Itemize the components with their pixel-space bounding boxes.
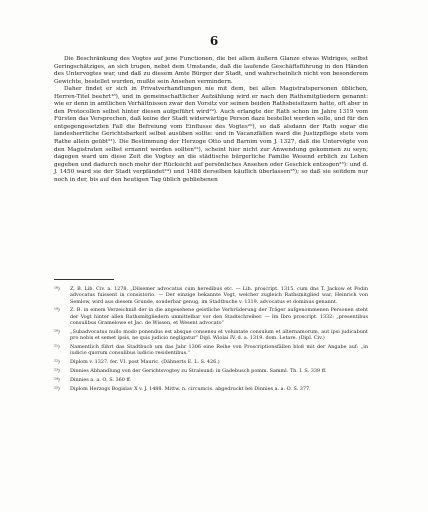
footnote: [54, 286, 368, 305]
paragraph: Die Beschränkung des Vogtes auf jene Functionen, die bei allem äußern Glanze etwas Widriges, selbst Geringschätziges, an sich trugen, nebst dem Umstande, daß die laufende Geschäftsführung in den Händen des Untervogtes war, und daß zu diesem Amte Bürger der Stadt, und wahrscheinlich nicht von besonderem Gewichte, bestellet wurden, mußte sein Ansehen vermindern.: [54, 56, 368, 85]
footnote-mark: ²²): [54, 359, 60, 366]
footnote: [54, 329, 368, 342]
footnote: [54, 386, 368, 392]
footnote-mark: ¹⁸): [54, 286, 60, 292]
footnote-divider: [54, 279, 114, 280]
footnote-mark: ²⁰): [54, 328, 60, 335]
footnote-mark: ²³): [54, 368, 60, 375]
footnote-text: Diplom Herzogs Bogislav X v. J. 1488. Mittw. n. circumcis. abgedruckt bei Dinnies a. a. O. S. 377.: [70, 386, 311, 393]
paragraph: Daher findet er sich in Privatverhandlungen nie mit dem, bei allen Magistratspersonen üblichen, Herren-Titel beehrt¹⁸), und in gemeinschaftlicher Aufzählung wird er nach den Rathsmitgliedern genannt: wie er denn in amtlichen Verhältnissen zwar den Vorsitz vor seinen beiden Rathsbeisitzern hatte, oft aber in den Protocollen selbst hinter diesen aufgeführt wird¹⁹). Auch erlangte der Rath schon im Jahre 1319 vom Fürsten das Versprechen, daß keine der Stadt widerwärtige Person dazu bestellet werden solle, und für den entgegengesetzten Fall die Befreiung vom Einflusse des Vogtes²⁰), so daß alsdann der Rath sogar die landesherrliche Gerichtsbarkeit selbst ausüben sollte: und in Vacanzfällen ward die Justizpflege stets vom Rathe allein geübt²¹). Die Bestimmung der Herzoge Otto und Barnim vom J. 1327, daß die Untervögte von den Magistraten selbst ernannt werden sollten²²), scheint hier nicht zur Anwendung gekommen zu seyn; dagegen ward um diese Zeit die Vogtey an die städtische bürgerliche Familie Wesend erblich zu Lehen gegeben und dadurch noch mehr der Rücksicht auf persönliches Ansehen oder Geschick entzogen²³): und d. J. 1450 ward sie der Stadt verpfändet²⁴) und 1488 derselben käuflich überlassen²⁵); so daß sie seitdem nur noch in der, bis auf den heutigen Tag üblich gebliebenen: [54, 86, 368, 183]
footnote: [54, 377, 368, 383]
footnote-mark: ¹⁹): [54, 307, 60, 314]
footnote: [54, 368, 368, 374]
body-text: [54, 56, 368, 184]
footnote-text: Dinnies a. a. O. S. 360 ff.: [70, 377, 132, 384]
footnote-text: „Subadvocatus nullo modo ponendus est absque consensu et voluntate consulum et alternamorum, aut ipsi judicabunt pro nobis et semet ipsis, ne quis judicio negligatur“ Dipl. Wiolai IV. d. a. 1319. dom. Letare. (Dipl. Civ.): [70, 328, 368, 342]
footnote: [54, 344, 368, 357]
footnote-text: Namentlich führt das Stadtbuch um das Jahr 1306 eine Reihe von Proscriptionsfällen bloß mit der Angabe auf: „in iudicio quorum consulibus iudicio residentibus.“: [70, 344, 368, 357]
footnote-text: Dinnies Abhandlung von der Gerichtsvogtey zu Stralsund: in Gadebusch pomm. Samml. Th. I. S. 339 ff.: [70, 368, 327, 375]
footnotes: [54, 286, 368, 395]
footnote-mark: ²¹): [54, 344, 60, 351]
footnote-text: Z. B. Lib. Civ. a. 1278. „Dilsemer advocatus cum heredibus etc. — Lib. proscript. 1315. cum dns T. Jackow et Podin advocatus fuissent in consistorio. — Der einzige bekannte Vogt, welcher zugleich Rathsmitglied war, Heinrich von Semlow, wird aus diesem Grunde, sonderbar genug, im Stadtbuche v. 1319. advocatus et dominus genannt.: [70, 286, 368, 305]
footnote: [54, 359, 368, 365]
footnote-mark: ²⁴): [54, 377, 60, 384]
footnote-mark: ²⁵): [54, 386, 60, 393]
footnote: [54, 307, 368, 326]
footnote-text: Diplom v. 1327. fer. VI. post Mauric. (Dähnerts E. L. S. 426.): [70, 359, 220, 366]
page-number: 6: [209, 34, 219, 48]
footnote-text: Z. B. in einem Verzeichniß der in die angesehene geistliche Verbrüderung der Träger aufgenommenen Personen steht der Vogt hinter allen Rathsmitgliedern unmittelbar vor den Stadtschreiber. — Im Ibro proscript. 1332: „presentibus consulibus Gramelowe et Jac. de Wissen, et Wesent advocato“: [70, 307, 368, 327]
